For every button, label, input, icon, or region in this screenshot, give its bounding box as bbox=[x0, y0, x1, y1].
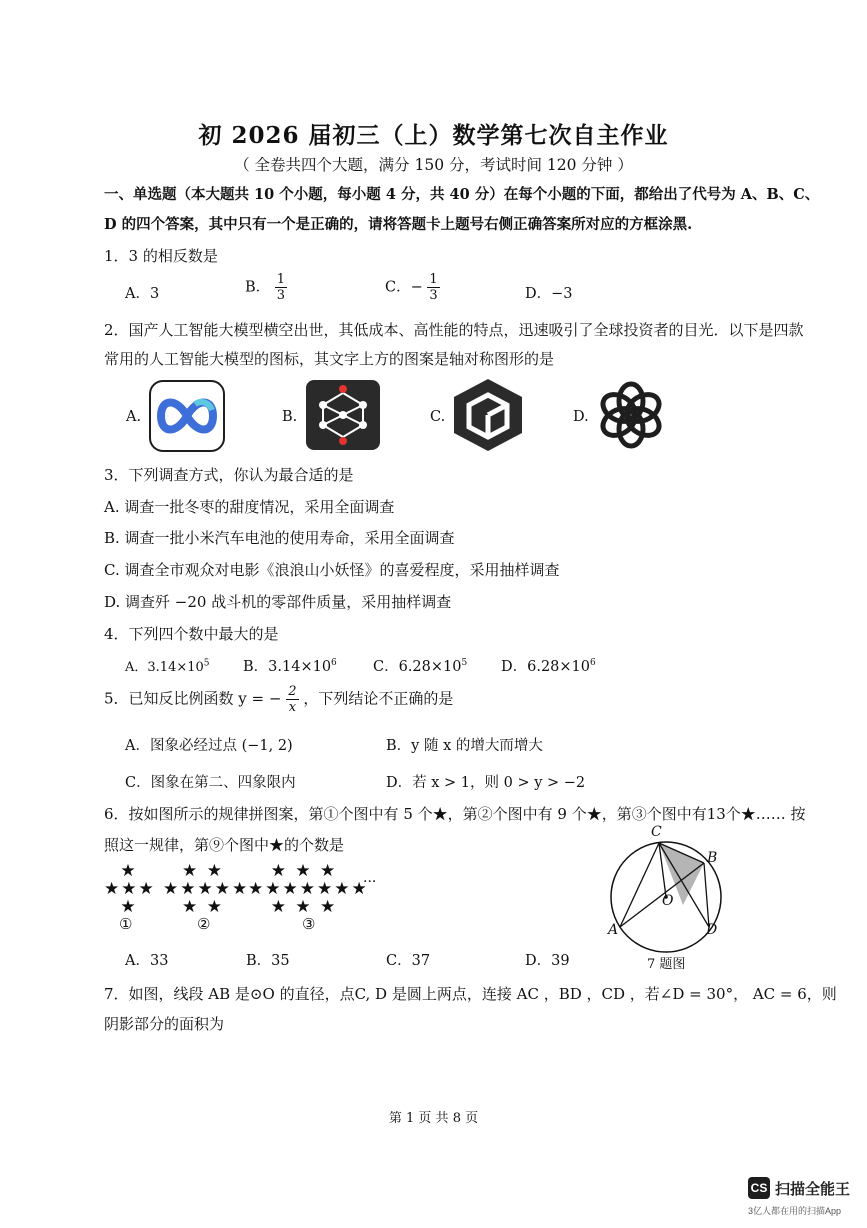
q2-option-a: A. bbox=[126, 409, 142, 425]
q3-option-a: A. 调查一批冬枣的甜度情况，采用全面调查 bbox=[104, 498, 395, 516]
q7-stem-line1: 7．如图，线段 AB 是⊙O 的直径，点C, D 是圆上两点，连接 AC ，BD ，CD ，若∠D = 30°， AC = 6，则 bbox=[104, 985, 837, 1003]
q6-label-1: ① bbox=[119, 915, 133, 933]
q5-option-d: D．若 x > 1，则 0 > y > −2 bbox=[386, 775, 586, 791]
q5-option-c: C．图象在第二、四象限内 bbox=[125, 775, 296, 791]
q4-option-a-base: A．3.14×10 bbox=[125, 660, 204, 675]
q1-option-a: A．3 bbox=[125, 286, 160, 302]
q6-option-c: C．37 bbox=[386, 953, 431, 969]
q2-option-c: C. bbox=[430, 409, 446, 425]
ai-logo-hexagon-nodes-icon bbox=[305, 379, 381, 455]
q6-figure-3 bbox=[248, 861, 369, 917]
q4-option-d-exponent: 6 bbox=[590, 658, 596, 669]
q1-c-numerator: 1 bbox=[429, 272, 438, 287]
q4-option-b bbox=[243, 655, 337, 676]
q6-fig2-bottom: ★ ★ bbox=[182, 897, 224, 917]
ai-logo-infinity-icon bbox=[149, 380, 225, 456]
q7-figure-caption: 7 题图 bbox=[647, 957, 686, 972]
q6-figure-2 bbox=[163, 861, 250, 917]
ai-logo-cube-icon bbox=[451, 377, 525, 457]
q2-stem-line1: 2．国产人工智能大模型横空出世，其低成本、高性能的特点，迅速吸引了全球投资者的目光．以下是四款 bbox=[104, 321, 804, 339]
q3-option-d: D. 调查歼 −20 战斗机的零部件质量，采用抽样调查 bbox=[104, 593, 452, 611]
q4-option-b-exponent: 6 bbox=[331, 658, 337, 669]
q1-option-c bbox=[385, 272, 440, 303]
q3-option-c: C. 调查全市观众对电影《浪浪山小妖怪》的喜爱程度，采用抽样调查 bbox=[104, 561, 560, 579]
q4-option-c-base: C．6.28×10 bbox=[373, 659, 462, 675]
page-title: 初 2026 届初三（上）数学第七次自主作业 bbox=[198, 122, 669, 149]
q3-option-b: B. 调查一批小米汽车电池的使用寿命，采用全面调查 bbox=[104, 529, 455, 547]
q1-option-c-fraction bbox=[427, 272, 439, 303]
q4-option-b-base: B．3.14×10 bbox=[243, 659, 332, 675]
q7-label-b: B bbox=[707, 850, 718, 866]
q6-fig1-bottom: ★ bbox=[120, 897, 138, 917]
q6-fig1-top: ★ bbox=[120, 861, 138, 881]
q4-option-a bbox=[125, 656, 210, 675]
q5-option-a: A．图象必经过点 (−1, 2) bbox=[125, 738, 293, 754]
q5-stem-prefix: 5．已知反比例函数 y = − bbox=[104, 689, 282, 708]
q5-option-b: B．y 随 x 的增大而增大 bbox=[386, 738, 543, 754]
camscanner-tagline: 3亿人都在用的扫描App bbox=[748, 1206, 842, 1216]
q7-stem-line2: 阴影部分的面积为 bbox=[104, 1015, 225, 1033]
section1-heading-cont: D 的四个答案，其中只有一个是正确的，请将答题卡上题号右侧正确答案所对应的方框涂黑. bbox=[104, 216, 693, 233]
q6-ellipsis: ··· bbox=[363, 874, 377, 890]
page-subtitle: （ 全卷共四个大题，满分 150 分，考试时间 120 分钟 ） bbox=[234, 156, 633, 174]
q1-b-denominator: 3 bbox=[276, 288, 286, 303]
q2-option-d: D. bbox=[573, 409, 589, 425]
q6-option-b: B．35 bbox=[246, 953, 290, 969]
q7-label-d: D bbox=[706, 922, 718, 938]
q6-figure-1 bbox=[104, 862, 154, 916]
q1-option-b bbox=[245, 272, 287, 303]
q6-label-2: ② bbox=[197, 915, 211, 933]
q2-stem-line2: 常用的人工智能大模型的图标，其文字上方的图案是轴对称图形的是 bbox=[104, 350, 555, 368]
q1-option-b-fraction bbox=[275, 272, 287, 303]
page-footer: 第 1 页 共 8 页 bbox=[388, 1111, 479, 1126]
q6-fig3-middle: ★★★★★★★ bbox=[248, 879, 369, 899]
q5-denominator: x bbox=[288, 700, 297, 715]
q6-fig3-bottom: ★ ★ ★ bbox=[270, 897, 338, 917]
ai-logo-knot-icon bbox=[593, 379, 669, 455]
q6-option-a: A．33 bbox=[125, 953, 169, 969]
q7-label-c: C bbox=[651, 824, 662, 840]
q6-label-3: ③ bbox=[302, 915, 316, 933]
q1-c-denominator: 3 bbox=[429, 288, 438, 303]
q5-fraction bbox=[286, 684, 298, 715]
q1-stem: 1．3 的相反数是 bbox=[104, 247, 218, 265]
q6-fig3-top: ★ ★ ★ bbox=[270, 861, 338, 881]
q2-option-b: B. bbox=[282, 409, 298, 425]
q5-numerator: 2 bbox=[288, 684, 297, 699]
q3-stem: 3．下列调查方式，你认为最合适的是 bbox=[104, 466, 354, 484]
q6-fig2-top: ★ ★ bbox=[182, 861, 224, 881]
q6-option-d: D．39 bbox=[525, 953, 570, 969]
q7-label-a: A bbox=[608, 922, 619, 938]
section1-heading: 一、单选题（本大题共 10 个小题，每小题 4 分，共 40 分）在每个小题的下面，都给出了代号为 A、B、C、 bbox=[104, 186, 820, 203]
q4-option-d bbox=[501, 655, 596, 676]
q1-b-numerator: 1 bbox=[276, 272, 286, 287]
q6-fig2-middle: ★★★★★ bbox=[163, 879, 250, 899]
q4-option-c-exponent: 5 bbox=[461, 658, 468, 669]
q1-option-c-label: C．− bbox=[385, 279, 423, 296]
q1-option-b-label: B． bbox=[245, 279, 271, 296]
q4-option-d-base: D．6.28×10 bbox=[501, 659, 591, 675]
q6-stem-line1: 6．按如图所示的规律拼图案，第①个图中有 5 个★，第②个图中有 9 个★，第③个图中有13个★…… 按 bbox=[104, 805, 806, 823]
q1-option-d: D．−3 bbox=[525, 286, 573, 302]
q5-stem bbox=[104, 684, 453, 715]
q6-fig1-middle: ★★★ bbox=[104, 879, 156, 899]
q7-label-o: O bbox=[662, 893, 674, 909]
camscanner-logo-icon: CS bbox=[748, 1177, 770, 1199]
camscanner-name: 扫描全能王 bbox=[775, 1181, 851, 1198]
q4-stem: 4．下列四个数中最大的是 bbox=[104, 625, 279, 643]
q4-option-c bbox=[373, 655, 467, 676]
q5-stem-suffix: ，下列结论不正确的是 bbox=[303, 689, 454, 708]
q6-stem-line2: 照这一规律，第⑨个图中★的个数是 bbox=[104, 836, 345, 854]
q4-option-a-exponent: 5 bbox=[203, 658, 210, 669]
